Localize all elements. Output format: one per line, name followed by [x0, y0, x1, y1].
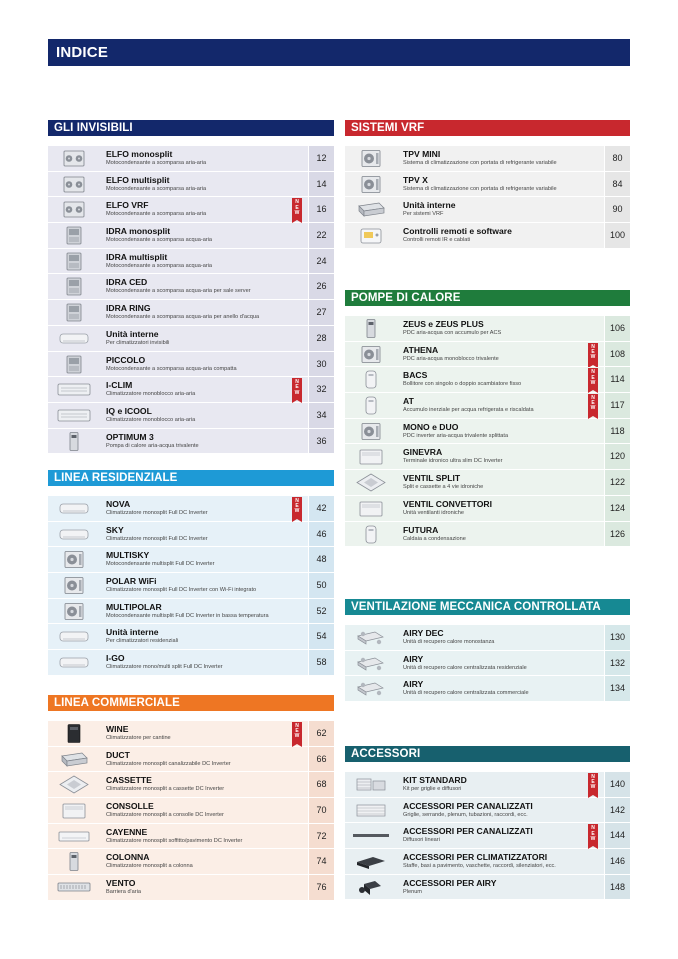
product-name: FUTURA — [403, 524, 439, 535]
index-row[interactable] — [345, 316, 630, 342]
new-badge — [292, 497, 302, 519]
page-number[interactable]: 16 — [308, 197, 334, 222]
page-number[interactable]: 148 — [604, 875, 630, 900]
product-name: AIRY DEC — [403, 628, 444, 638]
page-number[interactable]: 120 — [604, 444, 630, 469]
product-description: Unità di recupero calore monostanza — [403, 639, 495, 645]
index-row[interactable] — [345, 444, 630, 470]
section-rows — [48, 496, 334, 676]
product-description: PDC aria-acqua con accumulo per ACS — [403, 330, 502, 336]
page-number[interactable]: 42 — [308, 496, 334, 521]
product-description: Motocondensante a scomparsa acqua-aria per anello d'acqua — [106, 314, 260, 321]
product-description: Split e cassette a 4 vie idroniche — [403, 484, 484, 491]
index-row[interactable] — [345, 496, 630, 522]
index-row[interactable] — [345, 197, 630, 223]
product-description: Unità ventilanti idroniche — [403, 509, 464, 516]
new-badge — [588, 824, 598, 846]
product-name: ACCESSORI PER AIRY — [403, 877, 497, 888]
split-unit-icon — [54, 175, 94, 194]
product-description: Motocondensante a scomparsa aria-aria — [106, 160, 207, 166]
index-row[interactable] — [48, 624, 334, 650]
index-row[interactable] — [48, 352, 334, 378]
section-linea-residenziale — [48, 470, 334, 676]
section-title: POMPE DI CALORE — [345, 290, 630, 306]
index-row[interactable] — [345, 676, 630, 702]
product-description: Motocondensante a scomparsa acqua-aria — [106, 262, 213, 269]
new-badge-letter: E — [591, 374, 595, 381]
page-number[interactable]: 70 — [308, 798, 334, 823]
index-row[interactable] — [345, 875, 630, 901]
product-description: Motocondensante a scomparsa acqua-aria per sale server — [106, 288, 251, 295]
new-badge-letter: N — [591, 343, 595, 350]
page-number[interactable]: 90 — [604, 197, 630, 222]
wall-unit-icon — [54, 653, 94, 672]
product-description: Plenum — [403, 888, 422, 895]
page-number[interactable]: 142 — [604, 798, 630, 823]
cassette-icon — [54, 775, 94, 794]
section-title: SISTEMI VRF — [345, 120, 630, 136]
product-description: Diffusori lineari — [403, 837, 440, 844]
page-number[interactable]: 118 — [604, 419, 630, 444]
index-row[interactable] — [48, 522, 334, 548]
page-number[interactable]: 144 — [604, 823, 630, 848]
product-description: Barriera d'aria — [106, 889, 141, 896]
page-number[interactable]: 140 — [604, 772, 630, 797]
product-name: GINEVRA — [403, 447, 443, 458]
product-name: ATHENA — [403, 344, 439, 355]
outdoor-unit-icon — [351, 175, 391, 194]
new-badge-letter: W — [294, 508, 300, 515]
product-name: IDRA multisplit — [106, 251, 168, 262]
index-row[interactable] — [48, 377, 334, 403]
page-number[interactable]: 62 — [308, 721, 334, 746]
product-name: ACCESSORI PER CLIMATIZZATORI — [403, 852, 548, 863]
new-badge-letter: W — [590, 835, 596, 842]
product-name: POLAR WiFi — [106, 576, 157, 587]
product-description: Caldaia a condensazione — [403, 535, 466, 542]
product-name: PICCOLO — [106, 354, 146, 365]
product-description: Controlli remoti IR e cablati — [403, 237, 471, 244]
product-name: DUCT — [106, 749, 130, 760]
index-row[interactable] — [345, 849, 630, 875]
console-icon — [351, 499, 391, 518]
product-description: Motocondensante multisplit Full DC Inverter — [106, 561, 215, 568]
page-number[interactable]: 30 — [308, 352, 334, 377]
boiler-icon — [351, 396, 391, 415]
page-number[interactable]: 106 — [604, 316, 630, 341]
product-name: IDRA RING — [106, 303, 151, 314]
product-name: NOVA — [106, 499, 131, 509]
product-description: PDC aria-acqua monoblocco trivalente — [403, 355, 499, 362]
section-rows — [345, 316, 630, 547]
product-description: Pompa di calore aria-acqua trivalente — [106, 442, 199, 449]
page-number[interactable]: 27 — [308, 300, 334, 325]
new-badge-letter: N — [295, 723, 299, 729]
new-badge-letter: E — [295, 384, 299, 391]
page-number[interactable]: 46 — [308, 522, 334, 547]
new-badge — [588, 343, 598, 365]
page-number[interactable]: 34 — [308, 403, 334, 428]
product-description: Per climatizzatori invisibili — [106, 339, 170, 346]
cabinet-icon — [54, 277, 94, 296]
index-row[interactable] — [345, 146, 630, 172]
console-icon — [351, 447, 391, 466]
index-row[interactable] — [48, 721, 334, 747]
section-linea-commerciale — [48, 695, 334, 901]
product-name: AIRY — [403, 679, 424, 690]
product-name: Unità interne — [403, 200, 456, 211]
wine-unit-icon — [54, 724, 94, 743]
product-description: Motocondensante a scomparsa acqua-aria — [106, 237, 213, 244]
page-number[interactable]: 80 — [604, 146, 630, 171]
outdoor-unit-icon — [54, 576, 94, 595]
index-row[interactable] — [48, 772, 334, 798]
page-number[interactable]: 48 — [308, 547, 334, 572]
section-title: GLI INVISIBILI — [48, 120, 334, 136]
product-description: Climatizzatore mono/multi split Full DC Inverter — [106, 664, 223, 671]
product-name: OPTIMUM 3 — [106, 431, 154, 442]
new-badge — [588, 394, 598, 416]
new-badge-letter: W — [590, 784, 596, 791]
tower-icon — [351, 319, 391, 338]
section-rows — [48, 146, 334, 454]
monobloc-icon — [54, 380, 94, 399]
product-description: Sistema di climatizzazione con portata di refrigerante variabile — [403, 160, 557, 166]
product-name: MULTISKY — [106, 550, 150, 561]
product-description: Climatizzatore monosplit a cassette DC Inverter — [106, 786, 225, 793]
product-description: Unità di recupero calore centralizzata residenziale — [403, 664, 527, 671]
new-badge-letter: N — [295, 199, 299, 206]
page-number[interactable]: 28 — [308, 326, 334, 351]
bracket-icon — [351, 852, 391, 871]
wall-unit-icon — [54, 499, 94, 518]
product-name: Unità interne — [106, 328, 159, 339]
new-badge-letter: W — [294, 733, 300, 740]
new-badge-letter: W — [294, 209, 300, 216]
outdoor-unit-icon — [351, 345, 391, 364]
page-number[interactable]: 68 — [308, 772, 334, 797]
product-description: Climatizzatore monosplit a colonna — [106, 863, 193, 870]
product-name: VENTIL CONVETTORI — [403, 498, 492, 509]
product-description: Staffe, basi a pavimento, vaschette, raccordi, silenziatori, ecc. — [403, 863, 556, 870]
ceiling-unit-icon — [54, 827, 94, 846]
page-number[interactable]: 126 — [604, 522, 630, 547]
index-row[interactable] — [345, 823, 630, 849]
page-number[interactable]: 72 — [308, 824, 334, 849]
index-row[interactable] — [345, 342, 630, 368]
index-row[interactable] — [48, 300, 334, 326]
product-name: CAYENNE — [106, 826, 148, 837]
page-number[interactable]: 14 — [308, 172, 334, 197]
section-sistemi-vrf — [345, 120, 630, 249]
index-row[interactable] — [48, 875, 334, 901]
product-name: SKY — [106, 524, 124, 535]
index-row[interactable] — [345, 367, 630, 393]
index-row[interactable] — [345, 393, 630, 419]
product-name: COLONNA — [106, 852, 150, 863]
page-number[interactable]: 22 — [308, 223, 334, 248]
section-rows — [345, 772, 630, 900]
new-badge-letter: N — [295, 379, 299, 386]
product-name: IDRA monosplit — [106, 226, 171, 237]
product-description: Accumulo inerziale per acqua refrigerata e riscaldata — [403, 407, 534, 414]
product-description: Climatizzatore monosplit Full DC Inverter — [106, 510, 208, 516]
index-row[interactable] — [48, 274, 334, 300]
index-row[interactable] — [48, 172, 334, 198]
section-pompe-di-calore — [345, 290, 630, 547]
product-name: ZEUS e ZEUS PLUS — [403, 319, 484, 329]
index-row[interactable] — [48, 429, 334, 455]
product-name: ACCESSORI PER CANALIZZATI — [403, 826, 533, 837]
product-description: PDC inverter aria-acqua trivalente splittata — [403, 432, 509, 439]
product-name: TPV X — [403, 174, 428, 185]
boiler-icon — [351, 370, 391, 389]
duct-unit-icon — [54, 750, 94, 769]
product-name: TPV MINI — [403, 149, 441, 159]
index-row[interactable] — [48, 798, 334, 824]
new-badge-letter: E — [295, 503, 299, 510]
product-name: KIT STANDARD — [403, 775, 467, 785]
product-name: I-GO — [106, 653, 125, 664]
new-badge-letter: E — [591, 779, 595, 786]
page-number[interactable]: 50 — [308, 573, 334, 598]
grille-kit-icon — [351, 775, 391, 794]
new-badge — [588, 773, 598, 795]
page-number[interactable]: 100 — [604, 223, 630, 248]
index-row[interactable] — [345, 522, 630, 548]
page-number[interactable]: 52 — [308, 599, 334, 624]
index-row[interactable] — [48, 223, 334, 249]
tower-icon — [54, 852, 94, 871]
product-description: Kit per griglie e diffusori — [403, 786, 462, 792]
page-number[interactable]: 130 — [604, 625, 630, 650]
index-row[interactable] — [345, 651, 630, 677]
page-number[interactable]: 26 — [308, 274, 334, 299]
outdoor-unit-icon — [54, 550, 94, 569]
page-number[interactable]: 66 — [308, 747, 334, 772]
product-description: Per sistemi VRF — [403, 211, 444, 218]
section-rows — [345, 146, 630, 249]
air-curtain-icon — [54, 878, 94, 897]
product-description: Climatizzatore monosplit a consolle DC Inverter — [106, 812, 224, 819]
new-badge-letter: N — [591, 369, 595, 376]
index-row[interactable] — [48, 326, 334, 352]
product-description: Sistema di climatizzazione con portata di refrigerante variabile — [403, 185, 557, 192]
page-title: INDICE — [48, 39, 630, 66]
index-row[interactable] — [48, 650, 334, 676]
product-name: ELFO multisplit — [106, 174, 170, 185]
index-row[interactable] — [345, 172, 630, 198]
cabinet-icon — [54, 226, 94, 245]
section-rows — [345, 625, 630, 702]
section-gli-invisibili — [48, 120, 334, 454]
new-badge-letter: W — [590, 354, 596, 361]
product-description: Motocondensante a scomparsa aria-aria — [106, 185, 207, 192]
product-description: Unità di recupero calore centralizzata commerciale — [403, 690, 529, 697]
index-row[interactable] — [345, 625, 630, 651]
new-badge-letter: E — [591, 348, 595, 355]
page-number[interactable]: 32 — [308, 377, 334, 402]
cassette-icon — [351, 473, 391, 492]
page-number[interactable]: 146 — [604, 849, 630, 874]
outdoor-unit-icon — [351, 422, 391, 441]
new-badge-letter: E — [295, 204, 299, 211]
new-badge-letter: E — [591, 830, 595, 837]
product-description: Terminale idronico ultra slim DC Inverter — [403, 458, 503, 465]
page-number[interactable]: 12 — [308, 146, 334, 171]
page-number[interactable]: 54 — [308, 624, 334, 649]
product-name: Unità interne — [106, 627, 159, 638]
linear-diffuser-icon — [351, 826, 391, 845]
page-number[interactable]: 117 — [604, 393, 630, 418]
tower-icon — [54, 432, 94, 451]
product-name: WINE — [106, 724, 129, 734]
index-row[interactable] — [345, 419, 630, 445]
product-name: AT — [403, 396, 414, 407]
product-description: Griglie, serrande, plenum, tubazioni, raccordi, ecc. — [403, 811, 528, 818]
vent-unit-icon — [351, 679, 391, 698]
page-number[interactable]: 84 — [604, 172, 630, 197]
new-badge — [292, 378, 302, 400]
index-row[interactable] — [48, 403, 334, 429]
index-row[interactable] — [345, 798, 630, 824]
section-title: ACCESSORI — [345, 746, 630, 762]
new-badge-letter: E — [591, 400, 595, 407]
product-description: Climatizzatore monoblocco aria-aria — [106, 391, 196, 398]
wall-unit-icon — [54, 627, 94, 646]
section-accessori — [345, 746, 630, 900]
index-row[interactable] — [48, 146, 334, 172]
new-badge-letter: N — [591, 825, 595, 832]
index-row[interactable] — [345, 223, 630, 249]
section-rows — [48, 721, 334, 901]
product-description: Climatizzatore monosplit Full DC Inverter — [106, 535, 208, 542]
index-row[interactable] — [48, 197, 334, 223]
new-badge — [292, 198, 302, 220]
product-name: CONSOLLE — [106, 801, 154, 812]
page-number[interactable]: 58 — [308, 650, 334, 675]
section-title: LINEA COMMERCIALE — [48, 695, 334, 711]
index-row[interactable] — [48, 249, 334, 275]
index-row[interactable] — [48, 849, 334, 875]
product-name: VENTO — [106, 878, 136, 889]
product-name: I-CLIM — [106, 380, 133, 391]
index-row[interactable] — [48, 824, 334, 850]
product-description: Bollitore con singolo o doppio scambiatore fisso — [403, 381, 522, 388]
product-name: IDRA CED — [106, 277, 148, 288]
wall-unit-icon — [54, 329, 94, 348]
product-description: Climatizzatore monosplit canalizzabile DC Inverter — [106, 760, 231, 767]
new-badge — [292, 722, 302, 744]
index-row[interactable] — [48, 573, 334, 599]
product-name: ELFO monosplit — [106, 149, 173, 159]
product-name: MONO e DUO — [403, 421, 459, 432]
plenum-icon — [351, 878, 391, 897]
new-badge-letter: E — [295, 728, 299, 735]
product-description: Motocondensante a scomparsa acqua-aria compatta — [106, 365, 237, 372]
page-number[interactable]: 76 — [308, 875, 334, 900]
index-row[interactable] — [48, 496, 334, 522]
section-title: LINEA RESIDENZIALE — [48, 470, 334, 486]
product-name: Controlli remoti e software — [403, 226, 512, 237]
outdoor-unit-icon — [351, 149, 391, 168]
product-description: Climatizzatore monoblocco aria-aria — [106, 416, 196, 423]
split-unit-icon — [54, 200, 94, 219]
product-name: AIRY — [403, 653, 424, 664]
product-name: VENTIL SPLIT — [403, 473, 461, 484]
product-name: MULTIPOLAR — [106, 601, 162, 612]
index-row[interactable] — [48, 747, 334, 773]
page-number[interactable]: 74 — [308, 849, 334, 874]
index-row[interactable] — [345, 470, 630, 496]
boiler-icon — [351, 525, 391, 544]
product-description: Motocondensante a scomparsa aria-aria — [106, 211, 207, 218]
new-badge-letter: N — [295, 498, 299, 504]
index-row[interactable] — [48, 599, 334, 625]
product-description: Climatizzatore monosplit soffitto/pavimento DC Inverter — [106, 837, 243, 844]
new-badge-letter: W — [294, 389, 300, 396]
split-unit-icon — [54, 149, 94, 168]
product-name: ELFO VRF — [106, 200, 149, 211]
vent-unit-icon — [351, 654, 391, 673]
grille-icon — [351, 801, 391, 820]
console-icon — [54, 801, 94, 820]
page-number[interactable]: 36 — [308, 429, 334, 454]
new-badge-letter: N — [591, 395, 595, 402]
new-badge-letter: W — [590, 379, 596, 386]
cabinet-icon — [54, 355, 94, 374]
page-number[interactable]: 108 — [604, 342, 630, 367]
page-number[interactable]: 124 — [604, 496, 630, 521]
cabinet-icon — [54, 303, 94, 322]
new-badge — [588, 368, 598, 390]
page-number[interactable]: 24 — [308, 249, 334, 274]
product-description: Climatizzatore per cantine — [106, 735, 171, 741]
duct-unit-icon — [351, 200, 391, 219]
page-number[interactable]: 122 — [604, 470, 630, 495]
new-badge-letter: W — [590, 405, 596, 412]
index-row[interactable] — [345, 772, 630, 798]
cabinet-icon — [54, 252, 94, 271]
wall-unit-icon — [54, 525, 94, 544]
page-number[interactable]: 132 — [604, 651, 630, 676]
outdoor-unit-icon — [54, 602, 94, 621]
product-name: CASSETTE — [106, 775, 152, 786]
product-description: Motocondensante multisplit Full DC Inverter in bassa temperatura — [106, 612, 269, 619]
monobloc-icon — [54, 406, 94, 425]
page-number[interactable]: 114 — [604, 367, 630, 392]
section-title: VENTILAZIONE MECCANICA CONTROLLATA — [345, 599, 630, 615]
page-number[interactable]: 134 — [604, 676, 630, 701]
section-ventilazione — [345, 599, 630, 702]
product-description: Per climatizzatori residenziali — [106, 638, 179, 645]
remote-control-icon — [351, 226, 391, 245]
vent-unit-icon — [351, 628, 391, 647]
index-row[interactable] — [48, 547, 334, 573]
product-name: IQ e ICOOL — [106, 405, 152, 416]
product-name: BACS — [403, 370, 428, 381]
product-name: ACCESSORI PER CANALIZZATI — [403, 800, 533, 811]
product-description: Climatizzatore monosplit Full DC Inverter con Wi-Fi integrato — [106, 587, 257, 594]
new-badge-letter: N — [591, 774, 595, 780]
